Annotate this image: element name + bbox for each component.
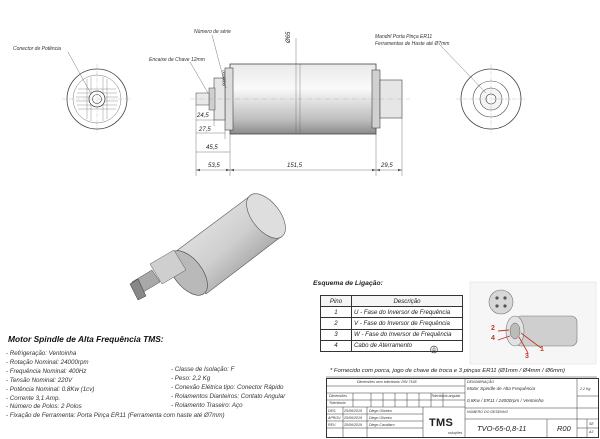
name-value: Diego Oliveira xyxy=(369,416,392,420)
description-cell: Cabo de Aterramento xyxy=(352,340,463,351)
wrench-fitting-label: Encaixe de Chave 12mm xyxy=(149,57,205,63)
isometric-view xyxy=(130,187,293,302)
company-logo: TMS xyxy=(429,417,454,429)
front-end-view xyxy=(440,45,526,134)
spec-item: - Tensão Nominal: 220V xyxy=(6,376,73,384)
table-row xyxy=(321,318,463,329)
wiring-title: Esquema de Ligação: xyxy=(313,280,383,287)
dimension-53-5: 53,5 xyxy=(208,163,220,169)
power-connector-label: Conector de Potência xyxy=(13,46,62,52)
table-row xyxy=(321,307,463,318)
spec-item: - Fixação de Ferramenta: Porta Pinça ER11 (Ferramenta com haste até Ø7mm) xyxy=(6,412,225,420)
callout-pin-2: 2 xyxy=(491,325,495,332)
spec-item: - Potência Nominal: 0.8Kw (1cv) xyxy=(6,385,95,393)
pin-header: Pino xyxy=(321,296,352,307)
spec-item: - Rotação Nominal: 24000rpm xyxy=(6,358,89,366)
dimension-diameter: Ø65 xyxy=(286,31,292,43)
revision: R00 xyxy=(557,424,571,433)
description-line-1: Motor Spindle de Alta Frequência xyxy=(467,386,536,391)
dimension-24-5: 24,5 xyxy=(197,113,209,119)
angular-tolerance-label: Tolerância angular xyxy=(431,394,461,398)
date-value: 25/06/2019 xyxy=(344,409,362,413)
table-row xyxy=(321,329,463,340)
supply-note: * Fornecido com porca, jogo de chave de troca e 3 pinças ER11 (Ø1mm / Ø4mm / Ø6mm) xyxy=(330,368,565,374)
tool-shank-label: Ferramentas de Haste até Ø7mm xyxy=(375,41,450,47)
spec-item: - Conexão Elétrica tipo: Conector Rápido xyxy=(171,383,284,391)
dimension-151-5: 151,5 xyxy=(287,163,303,169)
spec-item: - Número de Polos: 2 Polos xyxy=(6,403,82,411)
pin-cell: 1 xyxy=(321,307,352,318)
drawing-number-label: NÚMERO DO DESENHO xyxy=(467,410,509,414)
chuck-mandrel-label: Mandril Porta Pinça ER11 xyxy=(375,34,433,40)
name-value: Diego Cavallaro xyxy=(369,423,395,427)
body-mark: 0000000 xyxy=(221,70,226,86)
pin-cell: 2 xyxy=(321,318,352,329)
denomination-label: DENOMINAÇÃO xyxy=(467,380,495,384)
dimension-29-5: 29,5 xyxy=(381,163,393,169)
spec-item: - Corrente 3,1 Amp. xyxy=(6,394,61,402)
tolerance-label: Tolerância xyxy=(329,401,346,405)
description-header: Descrição xyxy=(352,296,463,307)
pin-cell: 3 xyxy=(321,329,352,340)
spec-item: - Refrigeração: Ventoinha xyxy=(6,350,77,357)
spec-item: - Frequência Nominal: 400Hz xyxy=(6,367,87,375)
role-label: DES. xyxy=(328,409,337,413)
sheet-code-2: A3 xyxy=(589,430,594,434)
dimension-45-5: 45,5 xyxy=(206,145,218,151)
product-title: Motor Spindle de Alta Frequência TMS: xyxy=(8,334,164,344)
wiring-header-row xyxy=(321,296,463,307)
table-row xyxy=(321,340,463,351)
role-label: APROV. xyxy=(328,416,342,420)
dimension-27-5: 27,5 xyxy=(199,127,211,133)
description-cell: V - Fase do Inversor de Frequência xyxy=(352,318,463,329)
dimensions-label: Dimensões xyxy=(329,394,347,398)
company-subtitle: soluções xyxy=(448,431,463,435)
side-view xyxy=(190,35,410,176)
spec-item: - Peso: 2,2 Kg xyxy=(171,374,211,382)
date-value: 25/06/2019 xyxy=(344,423,362,427)
callout-pin-4: 4 xyxy=(491,335,495,342)
description-cell: U - Fase do Inversor de Frequência xyxy=(352,307,463,318)
pin-cell: 4 xyxy=(321,340,352,351)
drawing-number: TVO-65-0,8-11 xyxy=(477,424,527,433)
rear-end-view xyxy=(62,52,132,134)
sheet-code-1: SE xyxy=(589,422,594,426)
date-value: 25/06/2019 xyxy=(344,416,362,420)
wiring-table xyxy=(320,295,463,352)
tolerance-header: Dimensões sem tolerância: DIN 7168 xyxy=(357,380,417,384)
role-label: REV. xyxy=(328,423,337,427)
name-value: Diego Oliveira xyxy=(369,409,392,413)
serial-number-label: Número de série xyxy=(194,29,231,35)
spec-item: - Classe de Isolação: F xyxy=(171,366,235,373)
specs-right xyxy=(171,366,285,411)
description-line-2: 0,8Kw / ER11 / 24000rpm / Ventoinha xyxy=(467,398,544,403)
spec-item: - Rolamentos Dianteiros: Contato Angular xyxy=(171,392,286,400)
weight-value: 2,2 Kg xyxy=(580,387,591,391)
description-cell: W - Fase do Inversor de Frequência xyxy=(352,329,463,340)
spec-item: - Rolamento Traseiro: Aço xyxy=(171,401,243,409)
callout-pin-3: 3 xyxy=(525,353,529,360)
connector-photo xyxy=(470,282,596,364)
callout-pin-1: 1 xyxy=(540,346,544,353)
